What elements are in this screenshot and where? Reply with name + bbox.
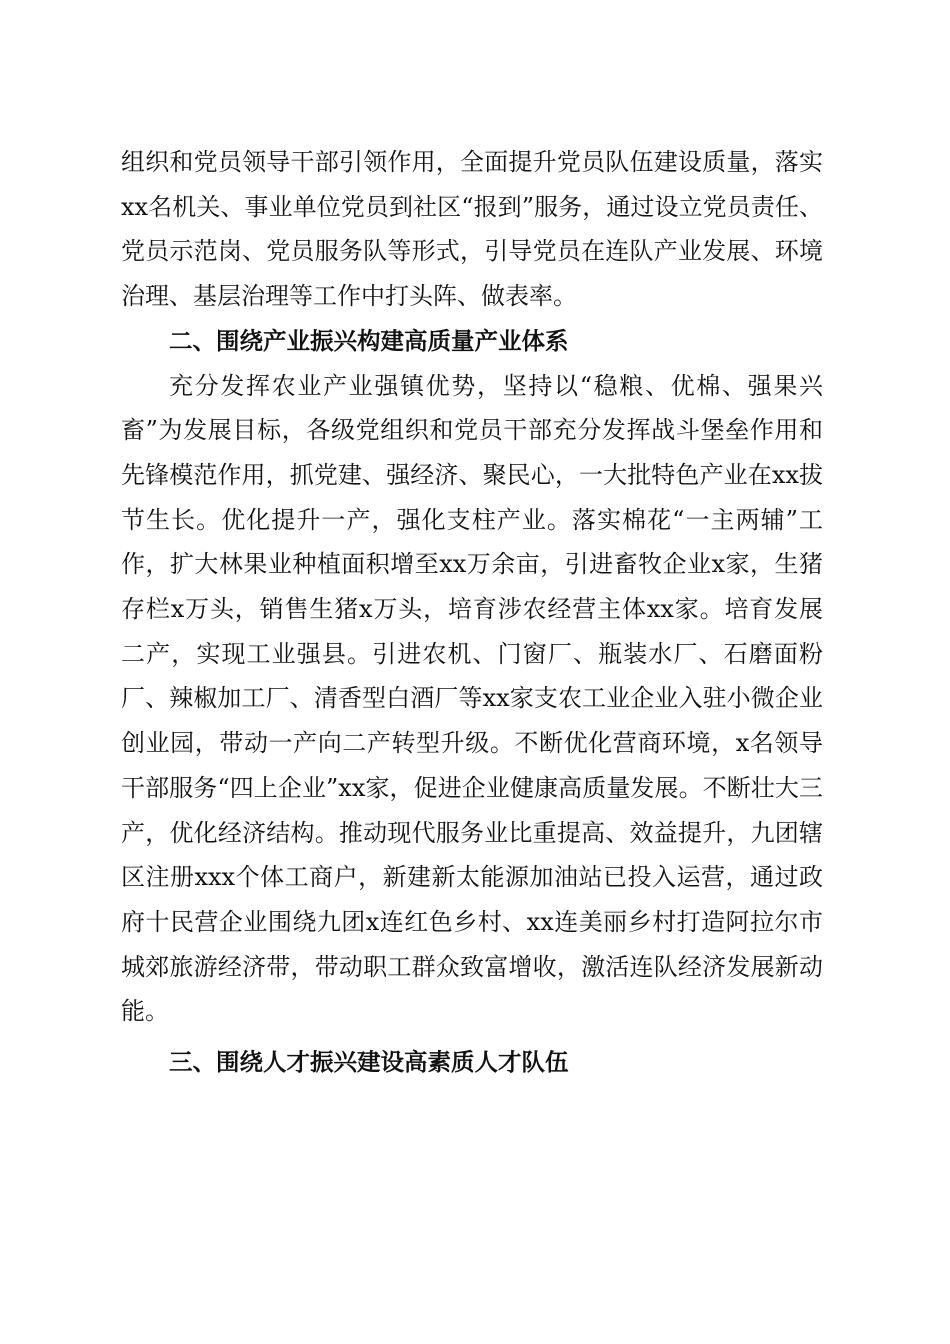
section-heading-talent: 三、围绕人才振兴建设高素质人才队伍 xyxy=(169,1048,569,1077)
paragraph-industry-development: 充分发挥农业产业强镇优势，坚持以“稳粮、优棉、强果兴畜”为发展目标，各级党组织和党员干部充分发挥战斗堡垒作用和先锋模范作用，抓党建、强经济、聚民心，一大批特色产业在xx拔节生长。优化提升一产，强化支柱产业。落实棉花“一主两辅”工作，扩大林果业种植面积增至xx万余亩，引进畜牧企业x家，生猪存栏x万头，销售生猪x万头，培育涉农经营主体xx家。培育发展二产，实现工业强县。引进农机、门窗厂、瓶装水厂、石磨面粉厂、辣椒加工厂、清香型白酒厂等xx家支农工业企业入驻小微企业创业园，带动一产向二产转型升级。不断优化营商环境，x名领导干部服务“四上企业”xx家，促进企业健康高质量发展。不断壮大三产，优化经济结构。推动现代服务业比重提高、效益提升，九团辖区注册xxx个体工商户，新建新太能源加油站已投入运营，通过政府十民营企业围绕九团x连红色乡村、xx连美丽乡村打造阿拉尔市城郊旅游经济带，带动职工群众致富增收，激活连队经济发展新动能。 xyxy=(121,371,823,1026)
section-heading-industry: 二、围绕产业振兴构建高质量产业体系 xyxy=(169,326,569,355)
paragraph-party-members: 组织和党员领导干部引领作用，全面提升党员队伍建设质量，落实xx名机关、事业单位党员到社区“报到”服务，通过设立党员责任、党员示范岗、党员服务队等形式，引导党员在连队产业发展、环境治理、基层治理等工作中打头阵、做表率。 xyxy=(121,148,823,311)
document-body xyxy=(121,140,823,1085)
